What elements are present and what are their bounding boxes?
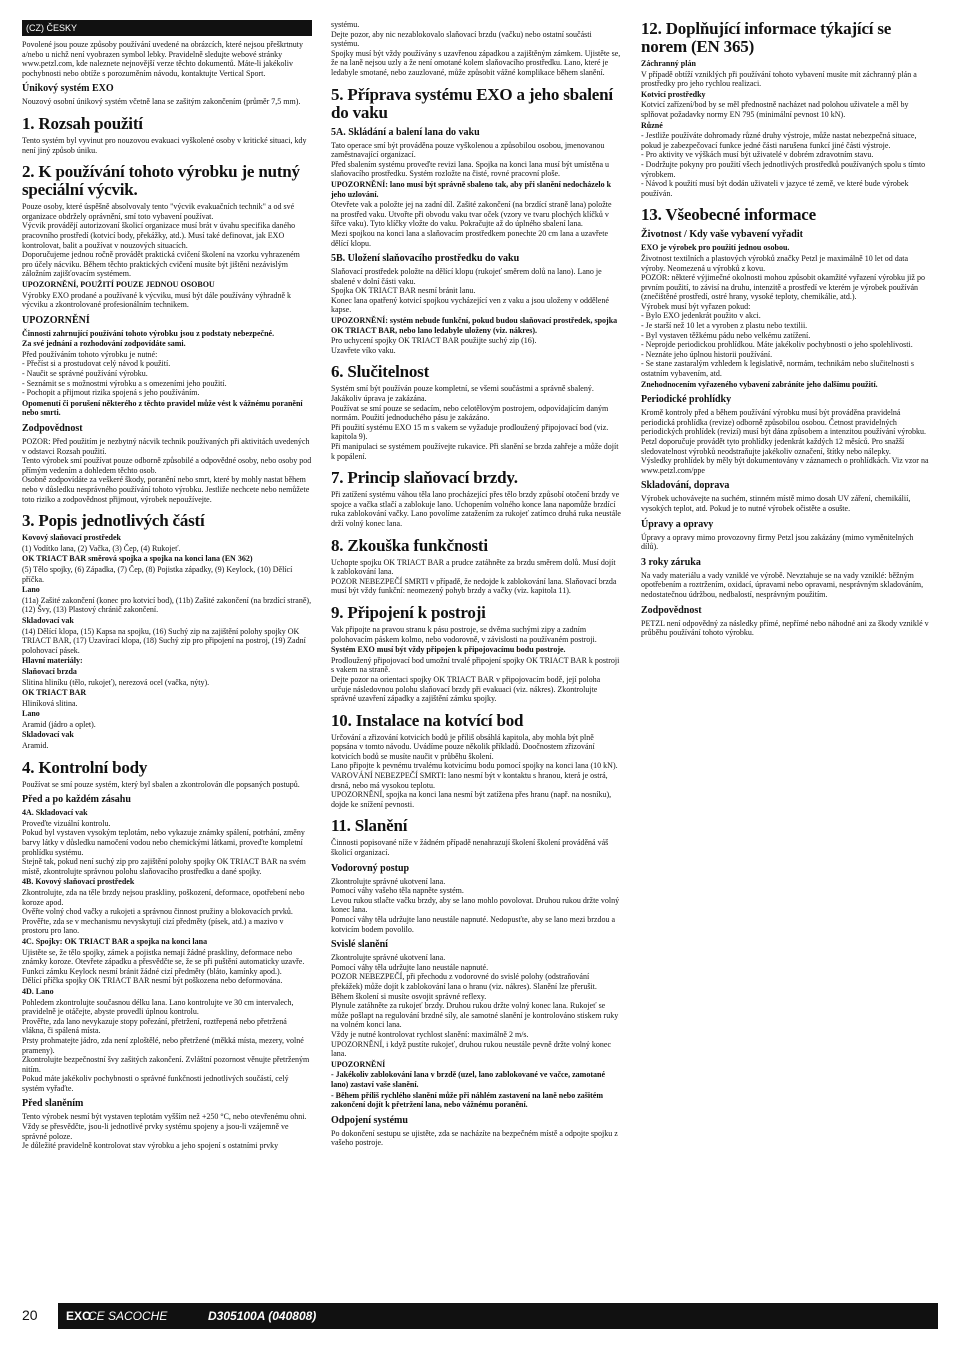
materials-rope-text: Aramid (jádro a oplet). <box>22 719 96 729</box>
section-8-text: Uchopte spojku OK TRIACT BAR a prudce zatáhněte za brzdu směrem dolů. Musí dojít k zablokování lana. POZOR NEBEZPEČÍ SMRTI v případě, že nedojde k zablokování lana. Slaňovací brzda musí být vždy funkční: neomezený pohyb brzdy a vačky (viz. kapitola 11). <box>331 557 617 596</box>
rope-text: (11a) Zašité zakončení (konec pro kotvicí bod), (11b) Zašité zakončení (na brzdící straně), (12) Švy, (13) Plastový chránič zakončení. <box>22 595 312 615</box>
horizontal-title: Vodorovný postup <box>331 862 410 874</box>
section-10-heading: 10. Instalace na kotvící bod <box>331 710 524 730</box>
bag-text: (14) Dělící klopa, (15) Kapsa na spojku, (16) Suchý zip na zajištění polohy spojky OK TRIACT BAR, (17) Uzavírací klopa, (18) Suchý zip pro připojení na postroj, (19) Zadní polohovací pásek. <box>22 626 306 655</box>
exo-text: Nouzový osobní únikový systém včetně lana se zašitým zakončením (průměr 7,5 mm). <box>22 97 301 107</box>
section-8-heading: 8. Zkouška funkčnosti <box>331 535 488 555</box>
rescue-plan-title: Záchranný plán <box>641 59 696 68</box>
section-4-text: Používat se smí pouze systém, který byl sbalen a zkontrolován dle popsaných postupů. <box>22 779 300 789</box>
section-2-heading: 2. K používání tohoto výrobku je nutný speciální výcvik. <box>22 162 300 200</box>
section-5b-title: 5B. Uložení slaňovacího prostředku do vaku <box>331 253 520 265</box>
rescue-plan-text: V případě obtíží vzniklých při používání tohoto vybavení musíte mít záchranný plán a prostředky pro jeho rychlou realizaci. <box>641 69 917 89</box>
descender-text: (1) Vodítko lana, (2) Vačka, (3) Čep, (4) Rukojeť. <box>22 543 181 553</box>
warning-title: UPOZORNĚNÍ <box>22 314 90 326</box>
section-10-text: Určování a zřizování kotvicích bodů je příliš obsáhlá kapitola, aby mohla být plně popsána v tomto návodu. Uvádíme pouze několik příkladů. Doočnostem zřizování kotvicích bodů se musíte naučit v průběhu školení. Lano připojte k pevnému trvalému kotvicímu bodu pomocí spojky na konci lana (10 kN). VAROVÁNÍ NEBEZPEČÍ SMRTI: lano nesmí být v kontaktu s hranou, která je ostrá, drsná, nebo má vysokou teplotu. UPOZORNĚNÍ, spojka na konci lana nesmí být zatížena přes hranu (např. na nosníku), dojde ke snížení pevnosti. <box>331 732 618 809</box>
language-tag: (CZ) ČESKY <box>22 20 312 36</box>
vertical-warning-2: - Během příliš rychlého slanění může při náhlém zastavení na laně nebo zašitém zakončení dojít k přetržení lana, nebo vážnému poranění. <box>331 1090 603 1110</box>
vertical-title: Svislé slanění <box>331 939 388 951</box>
section-7-text: Při zatížení systému váhou těla lano procházející přes tělo brzdy způsobí otočení brzdy ve spojce a vačka stlačí a zablokuje lano. Uchopením volného konce lana napomůže brzdící ruka zablokování vačky. Lano povolíme zatažením za rukojeť zatímco druhá ruka neustále drží volný konec lana. <box>331 490 621 528</box>
before-after-title: Před a po každém zásahu <box>22 794 131 806</box>
section-1-heading: 1. Rozsah použití <box>22 113 143 133</box>
modifications-title: Úpravy a opravy <box>641 518 714 530</box>
materials-rope: Lano <box>22 709 40 719</box>
warning-bold-2: Za své jednání a rozhodování zodpovídáte sami. <box>22 339 186 349</box>
section-5a-warning: UPOZORNĚNÍ: lano musí být správně sbaleno tak, aby při slanění nedocházelo k jeho uzlování. <box>331 179 612 199</box>
section-5b-text: Slaňovací prostředek položte na dělící klopu (rukojeť směrem dolů na lano). Lano je sbalené v dolní části vaku. Spojka OK TRIACT BAR nesmí bránit lanu. Konec lana opatřený kotvicí spojkou vycházející ven z vaku a jsou uloženy v oddělené kapse. <box>331 267 609 315</box>
section-2-text: Pouze osoby, které úspěšně absolvovaly tento "výcvik evakuačních technik" a od své organizace obdržely oprávnění, smí toto vybavení používat. Výcvik provádějí autorizovaní školicí organizace musí brát v úvahu specifika daného pracovního prostředí (kotvicí body, překážky, atd.). Musí také definovat, jak EXO kontrolovat, balit a používat v nouzových situacích. Doporučujeme jednou ročně provádět praktická cvičení školení na vzorku vyhrazeném pro účely nácviku. Během těchto praktických cvičení musíte být jištěni nezávislým záložním zajišťovacím systémem. <box>22 202 300 279</box>
guarantee-text: Na vady materiálu a vady vzniklé ve výrobě. Nevztahuje se na vady vzniklé: běžným opotřebením a roztržením, oxidací, úpravami nebo opravami, nesprávným skladováním, nedostatečnou údržbou, nedbalostí, nesprávným použitím. <box>641 570 924 599</box>
materials-descender-text: Slitina hliníku (tělo, rukojeť), nerezová ocel (vačka, nýty). <box>22 677 210 687</box>
section-9-text: Vak připojte na pravou stranu k pásu postroje, se dvěma suchými zipy a zadním polohovacím páskem kolmo, nebo vodorovně, v závislosti na používaném postroji. <box>331 624 597 644</box>
footer-code: D305100A (040808) <box>208 1309 317 1323</box>
section-9-heading: 9. Připojení k postroji <box>331 602 486 622</box>
materials-connector: OK TRIACT BAR <box>22 688 87 698</box>
inspection-text: Kromě kontroly před a během používání výrobku musí být prováděna pravidelná periodická prohlídka (revize) odborně způsobilou osobou. Četnost pravidelných periodických prohlídek (revizí) musí být dána způsobem a intenzitou používání výrobku. Petzl doporučuje provádět tyto prohlídky jedenkrát každých 12 měsíců. Pro snažší sledovatelnost výrobků neodstraňujte jakékoliv označení, štítky nebo nálepky. Výsledky prohlídek by měly být dokumentovány v záznamech o prohlídkách. Viz vzor na www.petzl.com/ppe <box>641 408 929 475</box>
misc-title: Různé <box>641 120 663 130</box>
footer-product: EXO <box>66 1309 92 1323</box>
liability-text: PETZL není odpovědný za následky přímé, nepřímé nebo náhodné ani za škody vzniklé v průběhu používání tohoto výrobku. <box>641 618 929 638</box>
modifications-text: Úpravy a opravy mimo provozovny firmy Petzl jsou zakázány (mimo vyměnitelných dílů). <box>641 532 914 552</box>
section-5a-title: 5A. Skládání a balení lana do vaku <box>331 126 480 138</box>
before-descent-text: Tento výrobek nesmí být vystaven teplotám vyšším než +250 °C, nebo otevřenému ohni. Vždy se přesvědčte, jsou-li jednotlivé prvky systému spojeny a jsou-li vzájemně ve správné poloze. Je důležité pravidelně kontrolovat stav výrobku a jeho spojení s ostatními prvky <box>22 1112 307 1151</box>
section-13-heading: 13. Všeobecné informace <box>641 205 816 225</box>
check-4a-title: 4A. Skladovací vak <box>22 808 88 818</box>
check-4b-text: Zkontrolujte, zda na těle brzdy nejsou praskliny, poškození, deformace, opotřebení nebo koroze apod. Ověřte volný chod vačky a rukojeti a správnou činnost pružiny a blokovacích prvků. Prověřte, zda se v mechanismu nevyskytují cizí předměty (písek, atd.) a mazivo v prostoru pro lano. <box>22 888 305 936</box>
vertical-warning-1: - Jakékoliv zablokování lana v brzdě (uzel, lano zablokované ve vačce, zamotané lano) zastaví vaše slanění. <box>331 1070 605 1089</box>
lifetime-text: Životnost textilních a plastových výrobků značky Petzl je maximálně 10 let od data výroby. Neomezená u výrobků z kovu. POZOR: některé výjimečné okolnosti mohou způsobit okamžité vyřazení výrobku již po prvním použití, to závisí na druhu, intenzitě a prostředí ve kterém je výrobek používán (znečištěné prostředí, ostré hrany, vysoké teploty, chemikálie, atd.). Výrobek musí být vyřazen pokud: - Bylo EXO jedenkrát použito v akci. - Je starší než 10 let a vyroben z plastu nebo textilii. - Byl vystaven těžkému pádu nebo velkému zatížení. - Neprojde periodickou prohlídkou. Máte jakékoliv pochybnosti o jeho spolehlivosti. - Neznáte jeho úplnou historii používání. - Se stane zastaralým vzhledem k legislativě, normám, technikám nebo slučitelnosti s ostatním vybavením, atd. <box>641 253 925 379</box>
guarantee-title: 3 roky záruka <box>641 556 701 568</box>
section-5-heading: 5. Příprava systému EXO a jeho sbalení do vaku <box>331 84 613 122</box>
responsibility-title: Zodpovědnost <box>22 423 83 435</box>
section-11-heading: 11. Slanění <box>331 816 408 836</box>
section-5b-text-2: Pro uchycení spojky OK TRIACT BAR použijte suchý zip (16). Uzavřete víko vaku. <box>331 336 537 355</box>
materials-connector-text: Hliníková slitina. <box>22 698 78 708</box>
warning-text: Před používáním tohoto výrobku je nutné: - Přečíst si a prostudovat celý návod k použití. - Naučit se správné používání výrobku. - Seznámit se s možnostmi výrobku a s omezeními jeho použití. - Pochopit a přijmout rizika spojená s jeho používáním. <box>22 349 227 398</box>
connector-text: (5) Tělo spojky, (6) Západka, (7) Čep, (8) Pojistka západky, (9) Keylock, (10) Dělící příčka. <box>22 564 293 584</box>
bag-title: Skladovací vak <box>22 615 74 625</box>
vertical-text: Zkontrolujte správné ukotvení lana. Pomocí váhy těla udržujte lano neustále napnuté. POZOR NEBEZPEČÍ, při přechodu z vodorovné do svislé polohy (odstraňování překážek) může dojít k zablokování lana o hranu (viz. nákres). Slanění lze přerušit. Během školení si musíte osvojit správné reflexy. Plynule zatáhněte za rukojeť brzdy. Druhou rukou držte volný konec lana. Rukojeť se může pošlapt na regulování brzdné síly, ale samotné slanění je kontrolováno stiskem ruky na volném konci lana. Vždy je nutné kontrolovat rychlost slanění: maximálně 2 m/s. UPOZORNĚNÍ, i když pustíte rukojeť, druhou rukou neustále pevně držte volný konec lana. <box>331 953 619 1059</box>
continued-text: systému. Dejte pozor, aby nic nezablokovalo slaňovací brzdu (vačku) nebo ostatní součásti systému. Spojky musí být vždy používány s uzavřenou západkou a zajištěným zámkem. Ujistěte se, že na laně nejsou uzly a že není omotané kolem slaňovacího prostředku. Lano, které je ledabyle smotané, nebo zauzlované, může způsobit vážné komplikace během slanění. <box>331 20 621 77</box>
materials-bag-text: Aramid. <box>22 741 49 751</box>
rope-title: Lano <box>22 585 40 595</box>
misc-text: - Jestliže používáte dohromady různé druhy výstroje, může nastat nebezpečná situace, pokud je zabezpečovací funkce jedné části narušena funkcí jiné části výstroje. - Pro aktivity ve výškách musí být uživatelé v dobrém zdravotním stavu. - Dodržujte pokyny pro použití všech jednotlivých prostředků používaných spolu s tímto výrobkem. - Návod k použití musí být dodán uživateli v jazyce té země, ve které bude výrobek používán. <box>641 131 926 198</box>
section-6-heading: 6. Slučitelnost <box>331 362 430 382</box>
warning-bold-1: Činnosti zahrnující používání tohoto výrobku jsou z podstaty nebezpečné. <box>22 328 275 338</box>
disconnect-text: Po dokončení sestupu se ujistěte, zda se nacházíte na bezpečném místě a odpojte spojku z vašeho postroje. <box>331 1128 618 1148</box>
materials-title: Hlavní materiály: <box>22 656 83 666</box>
anchors-title: Kotvicí prostředky <box>641 89 706 99</box>
footer-model: CE SACOCHE <box>88 1309 168 1323</box>
footer-bar <box>58 1303 938 1329</box>
column-3 <box>641 20 931 639</box>
disconnect-title: Odpojení systému <box>331 1114 408 1126</box>
lifetime-title: Životnost / Kdy vaše vybavení vyřadit <box>641 229 803 241</box>
inspection-title: Periodické prohlídky <box>641 394 732 406</box>
descender-title: Kovový slaňovací prostředek <box>22 533 121 543</box>
liability-title: Zodpovědnost <box>641 604 702 616</box>
anchors-text: Kotvicí zařízení/bod by se měl přednostně nacházet nad polohou uživatele a měl by splňovat požadavky normy EN 795 (minimální pevnost 10 kN). <box>641 100 909 119</box>
check-4d-text: Pohledem zkontrolujte současnou délku lana. Lano kontrolujte ve 30 cm intervalech, pravidelně je otáčejte, abyste provedli úplnou kontrolu. Prověřte, zda lano nevykazuje stopy pořezání, přetržení, roztřepená nebo přetržená vlákna, či spálená místa. Prsty prohmatejte jádro, zda není zploštělé, nebo přetržené (měkká místa, mezery, volné prameny). Zkontrolujte bezpečnostní švy zašitých zakončení. Zvláštní pozornost věnujte přetrženým nitím. Pokud máte jakékoliv pochybnosti o správné funkčnosti jednotlivých součástí, celý systém vyřaďte. <box>22 997 310 1093</box>
check-4d-title: 4D. Lano <box>22 986 54 996</box>
section-5a-text: Tato operace smí být prováděna pouze vyškolenou a způsobilou osobou, jmenovanou zaměstnavající organizací. Před sbalením systému proveďte revizi lana. Spojka na konci lana musí být umístěna u slaňovacího prostředku. Systém rozložte na čisté, rovné pracovní ploše. <box>331 140 609 179</box>
column-2 <box>331 20 621 1149</box>
lifetime-bold-2: Znehodnocením vyřazeného vybavení zabráníte jeho dalšímu použití. <box>641 379 878 389</box>
column-1 <box>22 20 312 1152</box>
footer <box>22 1303 938 1329</box>
section-9-text-2: Prodloužený připojovací bod umožní trvalé připojení spojky OK TRIACT BAR k postroji s vakem na straně. Dejte pozor na orientaci spojky OK TRIACT BAR v připojovacím bodě, její poloha určuje následovnou polohu slaňovací brzdy při evakuaci (viz. nákres). Zkontrolujte správné uzavření západky a zajištění zámku spojky. <box>331 655 620 704</box>
warning-bold-3: Opomenutí či porušení některého z těchto pravidel může vést k vážnému poranění nebo smrti. <box>22 398 303 418</box>
section-5a-text-2: Otevřete vak a položte jej na zadní díl. Zašité zakončení (na brzdící straně lana) položte na prostřed vaku. Utvořte při obvodu vaku tvar oček (vzory ve tvaru plochých klíčků v šířce vaku). Tyto klíčky vložte do vaku. Pokračujte až do úplného sbalení lana. Mezi spojkou na konci lana a slaňovacím prostředkem ponechte 20 cm lana a uzavřete dělící klopu. <box>331 200 612 248</box>
check-4a-text: Proveďte vizuální kontrolu. Pokud byl vystaven vysokým teplotám, nebo vykazuje známky spálení, potrhání, změny barvy látky v důsledku namočení vodou nebo chemickými látkami, proveďte kompletní prohlídku systému. Stejně tak, pokud není suchý zip pro zajištění polohy spojky OK TRIACT BAR na svém místě, zkontrolujte správnou polohu slaňovacího prostředku a dané spojky. <box>22 818 306 876</box>
materials-bag: Skladovací vak <box>22 730 74 740</box>
section-5b-warning: UPOZORNĚNÍ: systém nebude funkční, pokud budou slaňovací prostředek, spojka OK TRIACT BAR, nebo lano ledabyle uloženy (viz. nákres). <box>331 316 618 335</box>
check-4c-text: Ujistěte se, že tělo spojky, zámek a pojistka nemají žádné praskliny, deformace nebo známky koroze. Otevřete západku a přesvědčte se, že se při puštění automaticky uzavře. Funkci zámku Keylock nesmí bránit žádné cizí předměty (bláto, kamínky apod.). Dělící příčka spojky OK TRIACT BAR nesmí být poškozena nebo deformována. <box>22 947 305 986</box>
lifetime-bold-1: EXO je výrobek pro použití jednou osobou. <box>641 243 790 253</box>
connector-title: OK TRIACT BAR směrová spojka a spojka na konci lana (EN 362) <box>22 554 253 564</box>
horizontal-text: Zkontrolujte správné ukotvení lana. Pomocí váhy vašeho těla napněte systém. Levou rukou stlačte vačku brzdy, aby se lano mohlo povolovat. Druhou rukou držte volný konec lana. Pomocí váhy těla udržujte lano neustále napnuté. Nedopusťte, aby se lano mezi brzdou a kotvicím bodem povolilo. <box>331 876 620 934</box>
storage-title: Skladování, doprava <box>641 480 730 492</box>
vertical-warning: UPOZORNĚNÍ <box>331 1059 386 1069</box>
section-3-heading: 3. Popis jednotlivých částí <box>22 511 205 531</box>
materials-descender: Slaňovací brzda <box>22 666 77 676</box>
section-9-warning: Systém EXO musí být vždy připojen k připojovacímu bodu postroje. <box>331 645 566 655</box>
check-4c-title: 4C. Spojky: OK TRIACT BAR a spojka na konci lana <box>22 936 208 946</box>
responsibility-text: POZOR: Před použitím je nezbytný nácvik technik používaných při aktivitách uvedených v odstavci Rozsah použití. Tento výrobek smí používat pouze odborně způsobilé a odpovědné osoby, nebo osoby pod přímým vedením a dohledem těchto osob. Osobně zodpovídáte za veškeré škody, poranění nebo smrt, které by mohly nastat během nebo v důsledku nesprávného používání tohoto výrobku. Jestliže nechcete nebo nemůžete toto riziko a zodpovědnost přijmout, výrobek nepoužívejte. <box>22 437 312 504</box>
intro-text: Povolené jsou pouze způsoby používání uvedené na obrázcích, které nejsou přeškrtnuty a/nebo u nichž není vyobrazen symbol lebky. Pravidelně sledujte webové stránky www.petzl.com, kde naleznete nejnovější verze těchto dokumentů. Máte-li jakékoliv pochybnosti nebo obtíže s porozuměním návodu, kontaktujte Vertical Sport. <box>22 40 304 78</box>
section-7-heading: 7. Princip slaňovací brzdy. <box>331 468 518 488</box>
section-11-text: Činnosti popisované níže v žádném případě nenahrazují školení školení prováděná váš školicí organizací. <box>331 838 609 858</box>
exo-title: Únikový systém EXO <box>22 83 114 95</box>
section-2-warning: UPOZORNĚNÍ, POUŽITÍ POUZE JEDNOU OSOBOU <box>22 279 215 289</box>
section-6-text: Systém smí být používán pouze kompletní, se všemi součástmi a správně sbalený. Jakákoliv úprava je zakázána. Používat se smí pouze se sedacím, nebo celotělovým postrojem, odpovídajícím daným normám. Použití jednoduchého pásu je zakázáno. Při použití systému EXO 15 m s vakem se vyžaduje prodloužený připojovací bod (viz. kapitola 9). Při manipulaci se systémem používejte rukavice. Při slanění se brzda zahřeje a může dojít k popálení. <box>331 384 619 461</box>
section-1-text: Tento systém byl vyvinut pro nouzovou evakuaci vyškolené osoby v kritické situaci, kdy není jiný způsob úniku. <box>22 135 307 155</box>
storage-text: Výrobek uchovávejte na suchém, stinném místě mimo dosah UV záření, chemikálií, vysokých teplot, atd. Pokud je to nutné výrobek očistěte a osušte. <box>641 494 911 513</box>
section-4-heading: 4. Kontrolní body <box>22 757 148 777</box>
before-descent-title: Před slaněním <box>22 1098 84 1110</box>
section-12-heading: 12. Doplňující informace týkající se norem (EN 365) <box>641 19 892 56</box>
page-number: 20 <box>22 1307 38 1323</box>
section-2-warning-text: Výrobky EXO prodané a používané k výcviku, musí být dále používány výhradně k výcviku a zkontrolované profesionálním technikem. <box>22 290 292 310</box>
check-4b-title: 4B. Kovový slaňovací prostředek <box>22 877 135 887</box>
